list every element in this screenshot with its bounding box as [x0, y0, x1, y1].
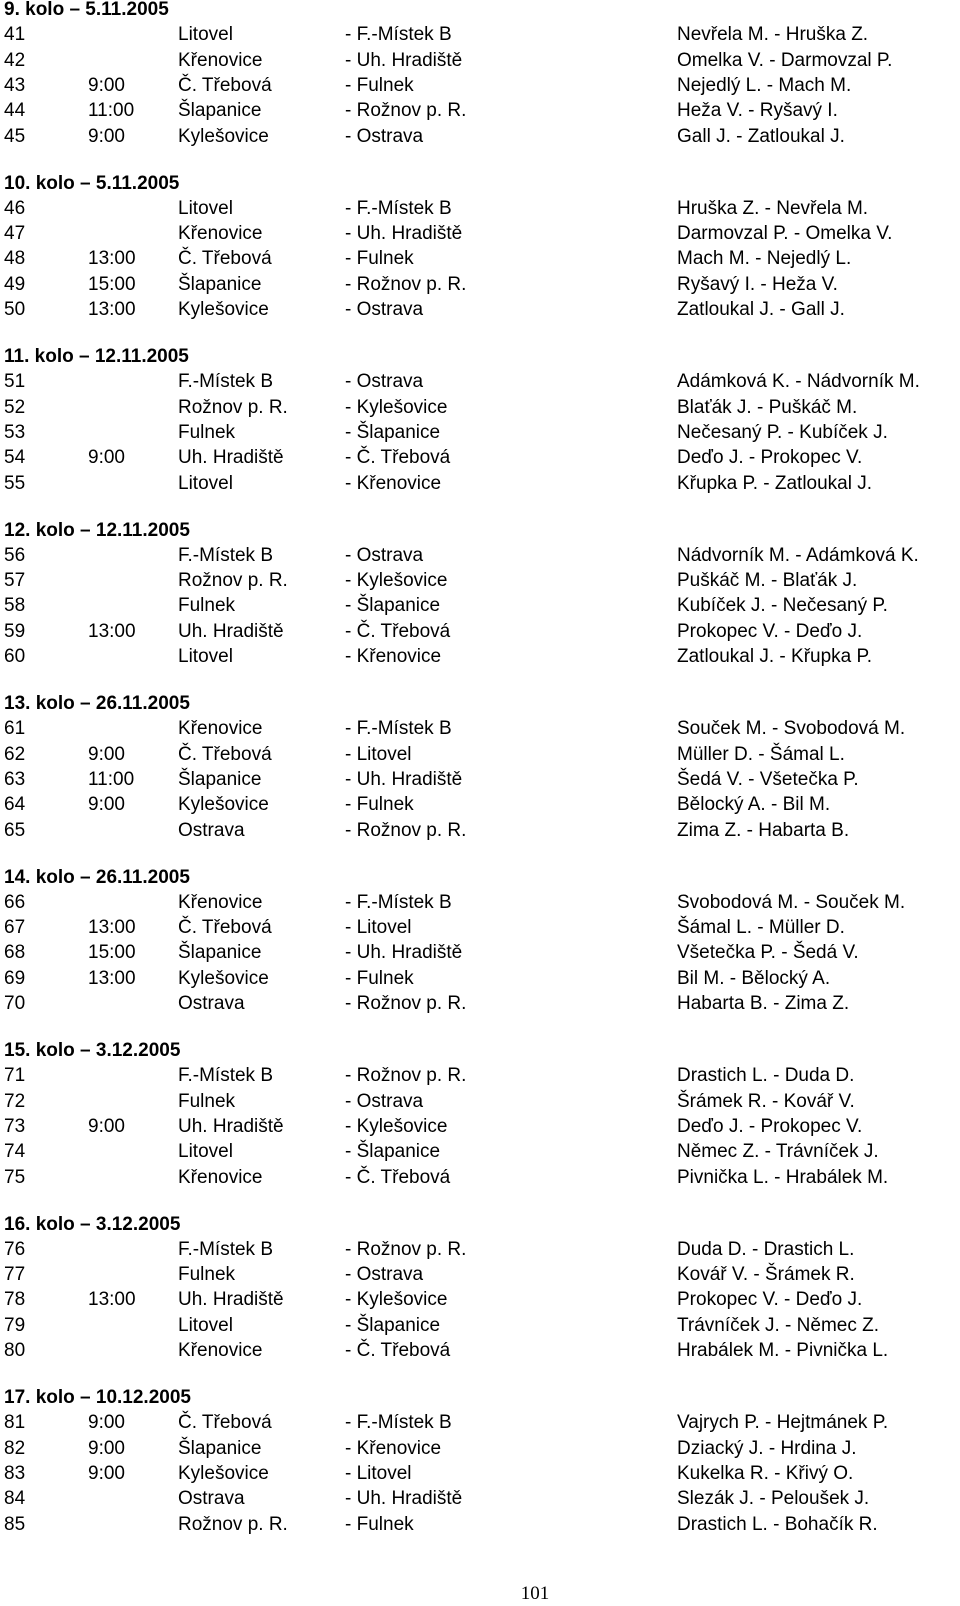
match-number: 71 — [4, 1065, 26, 1087]
match-time: 15:00 — [88, 942, 136, 964]
match-number: 50 — [4, 299, 26, 320]
match-number: 65 — [4, 819, 26, 841]
round-heading: 17. kolo – 10.12.2005 — [4, 1387, 191, 1408]
away-team: - Č. Třebová — [345, 1166, 451, 1188]
home-team: Křenovice — [178, 718, 263, 740]
match-row — [0, 890, 960, 915]
referees: Mach M. - Nejedlý L. — [677, 248, 852, 270]
referees: Zatloukal J. - Křupka P. — [677, 646, 873, 667]
referees: Puškáč M. - Blaťák J. — [677, 570, 858, 592]
match-number: 73 — [4, 1115, 26, 1137]
home-team: Křenovice — [178, 223, 263, 245]
home-team: Fulnek — [178, 421, 236, 443]
match-time: 9:00 — [88, 1412, 125, 1434]
match-number: 41 — [4, 24, 26, 46]
match-time: 13:00 — [88, 967, 136, 989]
match-row — [0, 48, 960, 73]
referees: Němec Z. - Trávníček J. — [677, 1141, 879, 1163]
referees: Gall J. - Zatloukal J. — [677, 125, 845, 147]
match-row — [0, 716, 960, 741]
match-time: 13:00 — [88, 917, 136, 939]
page-number: 101 — [520, 1583, 550, 1604]
referees: Nečesaný P. - Kubíček J. — [677, 421, 888, 443]
referees: Adámková K. - Nádvorník M. — [677, 371, 920, 393]
referees: Souček M. - Svobodová M. — [677, 718, 906, 740]
match-row — [0, 1139, 960, 1164]
home-team: Č. Třebová — [178, 74, 272, 96]
away-team: - Rožnov p. R. — [345, 273, 467, 295]
match-number: 59 — [4, 620, 26, 642]
home-team: Kylešovice — [178, 125, 269, 147]
away-team: - Křenovice — [345, 646, 442, 667]
match-number: 58 — [4, 595, 26, 617]
match-time: 9:00 — [88, 1115, 125, 1137]
match-number: 66 — [4, 891, 26, 913]
match-number: 77 — [4, 1264, 26, 1286]
match-number: 72 — [4, 1090, 26, 1112]
match-row — [0, 1089, 960, 1114]
home-team: F.-Místek B — [178, 544, 274, 566]
away-team: - Č. Třebová — [345, 447, 451, 469]
referees: Nejedlý L. - Mach M. — [677, 74, 852, 96]
match-time: 9:00 — [88, 743, 125, 765]
match-number: 64 — [4, 794, 26, 816]
home-team: Rožnov p. R. — [178, 1513, 288, 1535]
referees: Duda D. - Drastich L. — [677, 1238, 855, 1260]
referees: Křupka P. - Zatloukal J. — [677, 472, 873, 494]
round-heading: 15. kolo – 3.12.2005 — [4, 1040, 181, 1061]
referees: Všetečka P. - Šedá V. — [677, 942, 859, 964]
home-team: Rožnov p. R. — [178, 396, 288, 418]
match-time: 13:00 — [88, 299, 136, 320]
match-row — [0, 1410, 960, 1435]
home-team: Litovel — [178, 1314, 233, 1336]
referees: Nádvorník M. - Adámková K. — [677, 544, 919, 566]
home-team: Ostrava — [178, 1488, 245, 1510]
referees: Ryšavý I. - Heža V. — [677, 273, 838, 295]
match-row — [0, 297, 960, 322]
away-team: - Rožnov p. R. — [345, 993, 467, 1014]
home-team: Uh. Hradiště — [178, 1115, 284, 1137]
referees: Šámal L. - Müller D. — [677, 917, 845, 939]
away-team: - Kylešovice — [345, 570, 448, 592]
match-time: 11:00 — [88, 100, 135, 122]
match-row — [0, 420, 960, 445]
match-row — [0, 471, 960, 496]
match-time: 11:00 — [88, 768, 135, 790]
match-number: 43 — [4, 74, 26, 96]
away-team: - Uh. Hradiště — [345, 942, 463, 964]
away-team: - Kylešovice — [345, 1289, 448, 1311]
home-team: Křenovice — [178, 1166, 263, 1188]
match-row — [0, 395, 960, 420]
match-row — [0, 1486, 960, 1511]
match-number: 70 — [4, 993, 26, 1014]
match-row — [0, 221, 960, 246]
home-team: F.-Místek B — [178, 371, 274, 393]
referees: Blaťák J. - Puškáč M. — [677, 396, 858, 418]
referees: Drastich L. - Duda D. — [677, 1065, 855, 1087]
referees: Hrabálek M. - Pivnička L. — [677, 1340, 889, 1361]
match-time: 13:00 — [88, 620, 136, 642]
match-row — [0, 940, 960, 965]
away-team: - Litovel — [345, 917, 412, 939]
match-time: 9:00 — [88, 794, 125, 816]
match-time: 15:00 — [88, 273, 136, 295]
match-number: 84 — [4, 1488, 26, 1510]
match-row — [0, 1262, 960, 1287]
match-row — [0, 1313, 960, 1338]
away-team: - Křenovice — [345, 472, 442, 494]
home-team: Č. Třebová — [178, 743, 272, 765]
match-number: 48 — [4, 248, 26, 270]
match-row — [0, 196, 960, 221]
match-row — [0, 915, 960, 940]
away-team: - Uh. Hradiště — [345, 1488, 463, 1510]
round-heading: 11. kolo – 12.11.2005 — [4, 346, 189, 367]
away-team: - Č. Třebová — [345, 620, 451, 642]
referees: Habarta B. - Zima Z. — [677, 993, 850, 1014]
home-team: Fulnek — [178, 595, 236, 617]
referees: Svobodová M. - Souček M. — [677, 891, 906, 913]
match-number: 45 — [4, 125, 26, 147]
away-team: - Fulnek — [345, 248, 414, 270]
away-team: - Č. Třebová — [345, 1340, 451, 1361]
referees: Šrámek R. - Kovář V. — [677, 1090, 855, 1112]
match-row — [0, 246, 960, 271]
away-team: - Litovel — [345, 1462, 412, 1484]
home-team: Litovel — [178, 197, 233, 219]
home-team: Kylešovice — [178, 1462, 269, 1484]
away-team: - Fulnek — [345, 74, 414, 96]
away-team: - Křenovice — [345, 1437, 442, 1459]
match-row — [0, 124, 960, 149]
away-team: - Ostrava — [345, 299, 424, 320]
match-row — [0, 1436, 960, 1461]
home-team: Č. Třebová — [178, 248, 272, 270]
home-team: Šlapanice — [178, 942, 262, 964]
match-number: 74 — [4, 1141, 26, 1163]
referees: Heža V. - Ryšavý I. — [677, 100, 838, 122]
away-team: - Rožnov p. R. — [345, 100, 467, 122]
referees: Deďo J. - Prokopec V. — [677, 1115, 863, 1137]
referees: Müller D. - Šámal L. — [677, 743, 845, 765]
home-team: Uh. Hradiště — [178, 620, 284, 642]
away-team: - Uh. Hradiště — [345, 768, 463, 790]
away-team: - Rožnov p. R. — [345, 1238, 467, 1260]
match-row — [0, 818, 960, 843]
home-team: Šlapanice — [178, 1437, 262, 1459]
match-number: 47 — [4, 223, 26, 245]
referees: Bil M. - Bělocký A. — [677, 967, 831, 989]
match-row — [0, 966, 960, 991]
away-team: - Šlapanice — [345, 421, 441, 443]
match-number: 42 — [4, 49, 26, 71]
match-number: 57 — [4, 570, 26, 592]
round-heading: 10. kolo – 5.11.2005 — [4, 172, 180, 194]
away-team: - Šlapanice — [345, 595, 441, 617]
match-row — [0, 543, 960, 568]
referees: Drastich L. - Bohačík R. — [677, 1513, 878, 1535]
home-team: Šlapanice — [178, 768, 262, 790]
referees: Nevřela M. - Hruška Z. — [677, 24, 869, 46]
match-row — [0, 1287, 960, 1312]
away-team: - Ostrava — [345, 125, 424, 147]
match-row — [0, 272, 960, 297]
away-team: - Ostrava — [345, 371, 424, 393]
home-team: Litovel — [178, 472, 233, 494]
match-row — [0, 98, 960, 123]
away-team: - F.-Místek B — [345, 891, 452, 913]
away-team: - F.-Místek B — [345, 718, 452, 740]
match-number: 54 — [4, 447, 26, 469]
match-number: 44 — [4, 100, 26, 122]
away-team: - Fulnek — [345, 794, 414, 816]
match-number: 55 — [4, 472, 26, 494]
match-time: 9:00 — [88, 125, 125, 147]
referees: Slezák J. - Peloušek J. — [677, 1488, 870, 1510]
home-team: Křenovice — [178, 49, 263, 71]
away-team: - Kylešovice — [345, 396, 448, 418]
away-team: - Fulnek — [345, 967, 414, 989]
round-heading: 12. kolo – 12.11.2005 — [4, 519, 190, 541]
home-team: Fulnek — [178, 1090, 236, 1112]
match-number: 51 — [4, 371, 26, 393]
match-row — [0, 369, 960, 394]
match-number: 61 — [4, 718, 26, 740]
match-number: 53 — [4, 421, 26, 443]
match-row — [0, 1237, 960, 1262]
referees: Pivnička L. - Hrabálek M. — [677, 1166, 889, 1188]
match-number: 81 — [4, 1412, 26, 1434]
referees: Šedá V. - Všetečka P. — [677, 768, 859, 790]
match-row — [0, 644, 960, 669]
match-number: 68 — [4, 942, 26, 964]
away-team: - Kylešovice — [345, 1115, 448, 1137]
match-time: 9:00 — [88, 1462, 125, 1484]
away-team: - Šlapanice — [345, 1314, 441, 1336]
match-number: 85 — [4, 1513, 26, 1535]
match-row — [0, 593, 960, 618]
match-time: 13:00 — [88, 248, 136, 270]
round-heading: 16. kolo – 3.12.2005 — [4, 1213, 181, 1235]
referees: Prokopec V. - Deďo J. — [677, 1289, 863, 1311]
referees: Kubíček J. - Nečesaný P. — [677, 595, 888, 617]
home-team: Křenovice — [178, 1340, 263, 1361]
match-number: 80 — [4, 1340, 26, 1361]
home-team: Ostrava — [178, 993, 245, 1014]
referees: Deďo J. - Prokopec V. — [677, 447, 863, 469]
home-team: F.-Místek B — [178, 1238, 274, 1260]
away-team: - Rožnov p. R. — [345, 819, 467, 841]
referees: Bělocký A. - Bil M. — [677, 794, 831, 816]
referees: Vajrych P. - Hejtmánek P. — [677, 1412, 889, 1434]
match-number: 82 — [4, 1437, 26, 1459]
match-row — [0, 742, 960, 767]
match-row — [0, 767, 960, 792]
home-team: Č. Třebová — [178, 917, 272, 939]
away-team: - F.-Místek B — [345, 24, 452, 46]
home-team: Kylešovice — [178, 794, 269, 816]
away-team: - F.-Místek B — [345, 197, 452, 219]
match-number: 49 — [4, 273, 26, 295]
home-team: Šlapanice — [178, 100, 262, 122]
match-number: 62 — [4, 743, 26, 765]
match-time: 13:00 — [88, 1289, 136, 1311]
home-team: Litovel — [178, 1141, 233, 1163]
home-team: Litovel — [178, 24, 233, 46]
home-team: Rožnov p. R. — [178, 570, 288, 592]
match-row — [0, 73, 960, 98]
match-row — [0, 1165, 960, 1190]
home-team: Kylešovice — [178, 967, 269, 989]
match-row — [0, 1338, 960, 1363]
home-team: Č. Třebová — [178, 1412, 272, 1434]
match-number: 83 — [4, 1462, 26, 1484]
referees: Omelka V. - Darmovzal P. — [677, 49, 893, 71]
away-team: - Fulnek — [345, 1513, 414, 1535]
match-number: 75 — [4, 1166, 26, 1188]
away-team: - Rožnov p. R. — [345, 1065, 467, 1087]
referees: Dziacký J. - Hrdina J. — [677, 1437, 857, 1459]
round-heading: 9. kolo – 5.11.2005 — [4, 0, 169, 20]
home-team: Kylešovice — [178, 299, 269, 320]
referees: Trávníček J. - Němec Z. — [677, 1314, 879, 1336]
match-number: 52 — [4, 396, 26, 418]
match-row — [0, 445, 960, 470]
away-team: - F.-Místek B — [345, 1412, 452, 1434]
home-team: F.-Místek B — [178, 1065, 274, 1087]
referees: Zima Z. - Habarta B. — [677, 819, 850, 841]
match-row — [0, 568, 960, 593]
match-row — [0, 991, 960, 1016]
match-time: 9:00 — [88, 1437, 125, 1459]
round-heading: 13. kolo – 26.11.2005 — [4, 693, 190, 714]
match-row — [0, 792, 960, 817]
match-row — [0, 1512, 960, 1537]
away-team: - Šlapanice — [345, 1141, 441, 1163]
match-row — [0, 1114, 960, 1139]
referees: Darmovzal P. - Omelka V. — [677, 223, 893, 245]
referees: Zatloukal J. - Gall J. — [677, 299, 845, 320]
match-number: 78 — [4, 1289, 26, 1311]
match-number: 46 — [4, 197, 26, 219]
home-team: Litovel — [178, 646, 233, 667]
match-number: 56 — [4, 544, 26, 566]
away-team: - Uh. Hradiště — [345, 49, 463, 71]
match-number: 67 — [4, 917, 26, 939]
match-number: 63 — [4, 768, 26, 790]
match-row — [0, 1461, 960, 1486]
referees: Prokopec V. - Deďo J. — [677, 620, 863, 642]
home-team: Křenovice — [178, 891, 263, 913]
match-time: 9:00 — [88, 447, 125, 469]
match-row — [0, 1063, 960, 1088]
match-row — [0, 619, 960, 644]
match-number: 60 — [4, 646, 26, 667]
away-team: - Uh. Hradiště — [345, 223, 463, 245]
referees: Kovář V. - Šrámek R. — [677, 1264, 855, 1286]
away-team: - Ostrava — [345, 544, 424, 566]
away-team: - Ostrava — [345, 1090, 424, 1112]
match-number: 76 — [4, 1238, 26, 1260]
round-heading: 14. kolo – 26.11.2005 — [4, 866, 190, 888]
referees: Hruška Z. - Nevřela M. — [677, 197, 869, 219]
match-number: 79 — [4, 1314, 26, 1336]
away-team: - Ostrava — [345, 1264, 424, 1286]
away-team: - Litovel — [345, 743, 412, 765]
home-team: Šlapanice — [178, 273, 262, 295]
home-team: Uh. Hradiště — [178, 1289, 284, 1311]
home-team: Uh. Hradiště — [178, 447, 284, 469]
referees: Kukelka R. - Křivý O. — [677, 1462, 854, 1484]
match-number: 69 — [4, 967, 26, 989]
match-time: 9:00 — [88, 74, 125, 96]
home-team: Ostrava — [178, 819, 245, 841]
match-row — [0, 22, 960, 47]
home-team: Fulnek — [178, 1264, 236, 1286]
